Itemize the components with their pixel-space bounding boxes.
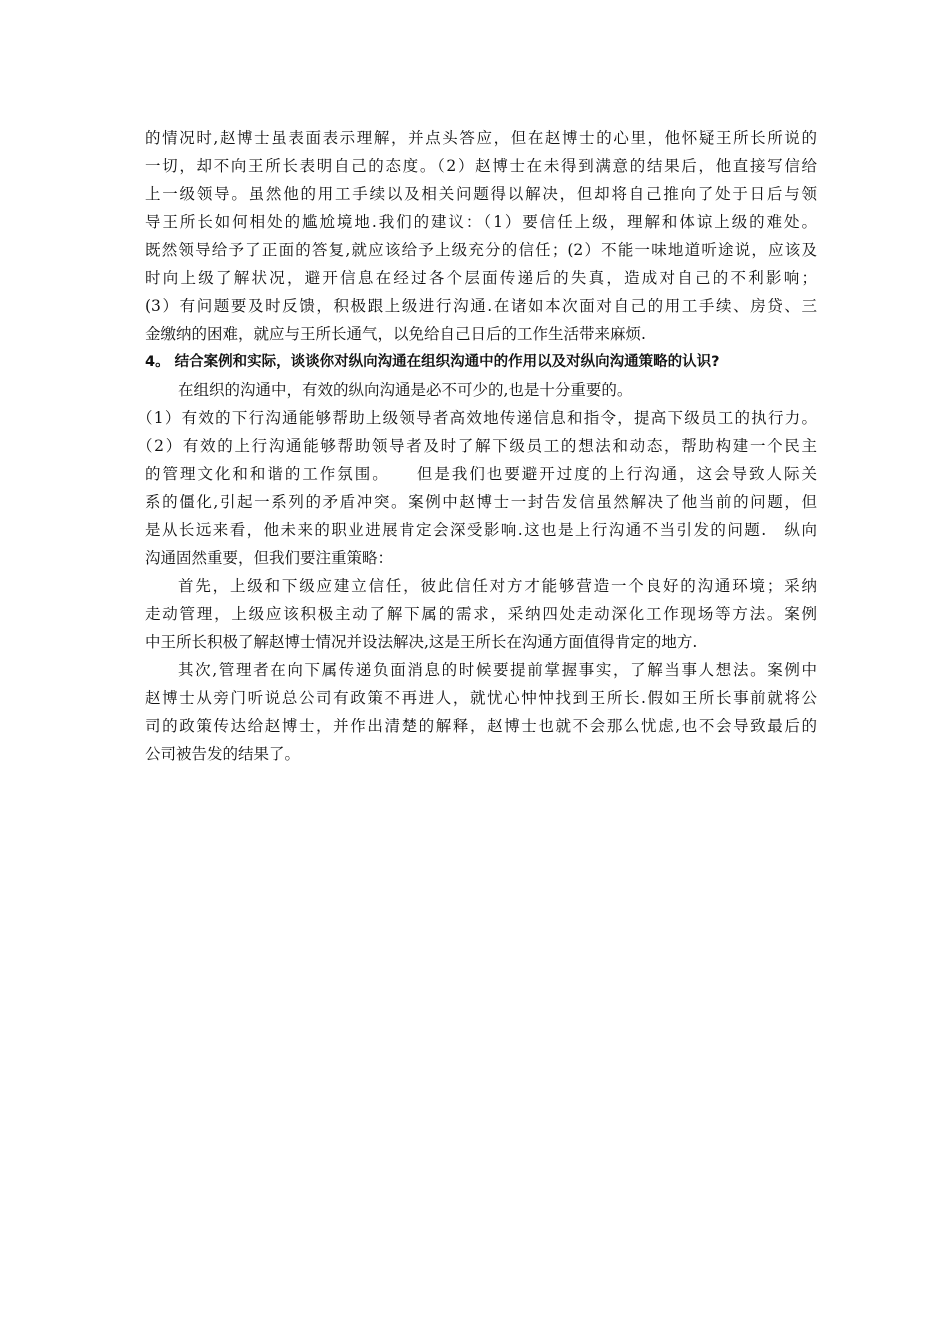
- body-text-line: 在组织的沟通中，有效的纵向沟通是必不可少的,也是十分重要的。: [178, 381, 633, 399]
- body-text-line: 是从长远来看，他未来的职业进展肯定会深受影响.这也是上行沟通不当引发的问题. 纵向: [145, 521, 817, 539]
- body-text-line: 司的政策传达给赵博士，并作出清楚的解释，赵博士也就不会那么忧虑,也不会导致最后的: [145, 717, 817, 735]
- body-text-line: 一切，却不向王所长表明自己的态度。（2）赵博士在未得到满意的结果后，他直接写信给: [145, 157, 817, 175]
- body-text-line: 的管理文化和和谐的工作氛围。 但是我们也要避开过度的上行沟通，这会导致人际关: [145, 465, 817, 483]
- body-text-line: 其次,管理者在向下属传递负面消息的时候要提前掌握事实，了解当事人想法。案例中: [178, 661, 817, 679]
- body-text-line: 金缴纳的困难，就应与王所长通气，以免给自己日后的工作生活带来麻烦.: [145, 325, 646, 343]
- list-item-line: （1）有效的下行沟通能够帮助上级领导者高效地传递信息和指令，提高下级员工的执行力。: [137, 409, 817, 427]
- body-text-line: 赵博士从旁门听说总公司有政策不再进人，就忧心忡忡找到王所长.假如王所长事前就将公: [145, 689, 817, 707]
- question-heading: 4。 结合案例和实际，谈谈你对纵向沟通在组织沟通中的作用以及对纵向沟通策略的认识?: [145, 354, 720, 370]
- body-text-line: 时向上级了解状况，避开信息在经过各个层面传递后的失真，造成对自己的不利影响；: [145, 269, 817, 287]
- body-text-line: 走动管理，上级应该积极主动了解下属的需求，采纳四处走动深化工作现场等方法。案例: [145, 605, 817, 623]
- body-text-line: 系的僵化,引起一系列的矛盾冲突。案例中赵博士一封告发信虽然解决了他当前的问题，但: [145, 493, 817, 511]
- body-text-line: 的情况时,赵博士虽表面表示理解，并点头答应，但在赵博士的心里，他怀疑王所长所说的: [145, 129, 817, 147]
- list-item-line: （2）有效的上行沟通能够帮助领导者及时了解下级员工的想法和动态，帮助构建一个民主: [137, 437, 817, 455]
- body-text-line: (3）有问题要及时反馈，积极跟上级进行沟通.在诸如本次面对自己的用工手续、房贷、三: [145, 297, 817, 315]
- body-text-line: 中王所长积极了解赵博士情况并设法解决,这是王所长在沟通方面值得肯定的地方.: [145, 633, 698, 651]
- body-text-line: 上一级领导。虽然他的用工手续以及相关问题得以解决，但却将自己推向了处于日后与领: [145, 185, 817, 203]
- body-text-line: 既然领导给予了正面的答复,就应该给予上级充分的信任；(2）不能一味地道听途说，应该及: [145, 241, 817, 259]
- body-text-line: 导王所长如何相处的尴尬境地.我们的建议：（1）要信任上级，理解和体谅上级的难处。: [145, 213, 817, 231]
- body-text-line: 沟通固然重要，但我们要注重策略：: [145, 549, 394, 567]
- body-text-line: 公司被告发的结果了。: [145, 745, 301, 763]
- body-text-line: 首先，上级和下级应建立信任，彼此信任对方才能够营造一个良好的沟通环境；采纳: [178, 577, 817, 595]
- document-page: [137, 124, 817, 768]
